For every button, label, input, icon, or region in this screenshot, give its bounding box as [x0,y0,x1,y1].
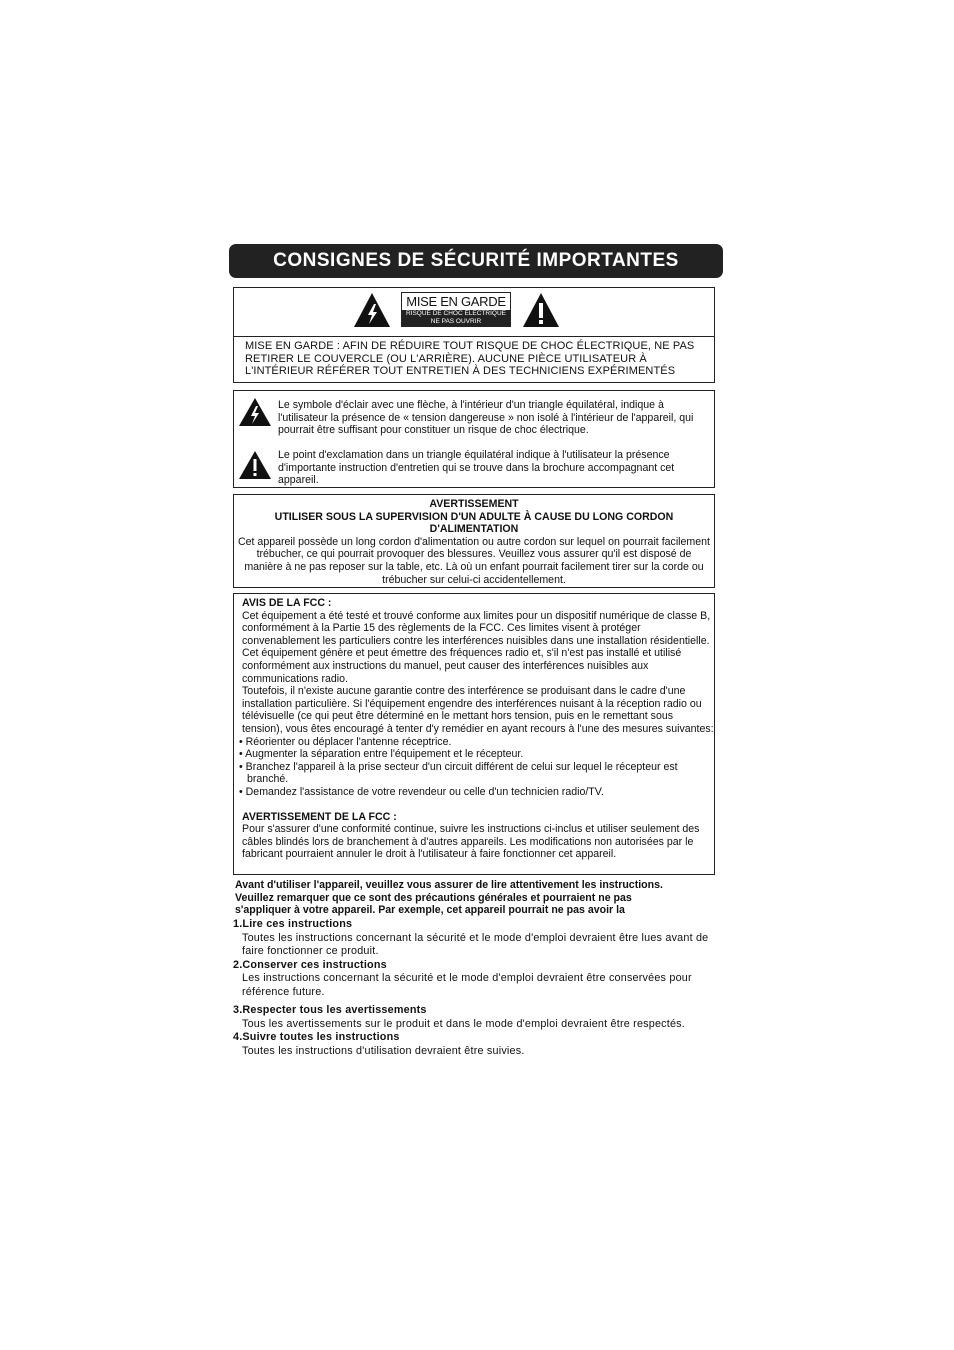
fcc-para1: Cet équipement a été testé et trouvé conforme aux limites pour un dispositif numérique de classe B, conformément à la Partie 15 des règlements de la FCC. Ces limites visent à protéger convenablement les particuliers contre les interférences nuisibles dans une installation résidentielle. Cet équipement génère et peut émettre des fréquences radio et, s'il n'est pas installé et utilisé conformément aux instructions du manuel, peut causer des interférences nuisibles aux communications radio. [242,609,711,685]
fcc-title: AVIS DE LA FCC : [242,597,332,609]
fcc-warning-title: AVERTISSEMENT DE LA FCC : [242,810,397,823]
exclamation-warning-icon [522,292,560,328]
caution-text: MISE EN GARDE : AFIN DE RÉDUIRE TOUT RISQUE DE CHOC ÉLECTRIQUE, NE PAS RETIRER LE COUVERCLE (OU L'ARRIÈRE). AUCUNE PIÈCE UTILISATEUR À L'INTÉRIEUR RÉFÉRER TOUT ENTRETIEN À DES TECHNICIENS EXPÉRIMENTÉS [245,340,695,378]
exclamation-symbol-icon [238,450,272,480]
fcc-para2: Toutefois, il n'existe aucune garantie contre des interférence se produisant dans le cadre d'une installation particulière. Si l'équipement engendre des interférences nuisant à la réception radio ou télévisuelle (ce qui peut être déterminé en le mettant hors tension, puis en le remettant sous tension), vous êtes encouragé à tenter d'y remédier en ayant recours à l'une des mesures suivantes: [242,685,714,735]
intro-line-3: s'appliquer à votre appareil. Par exemple, cet appareil pourrait ne pas avoir la [235,904,625,916]
instruction-title: 3.Respecter tous les avertissements [233,1004,427,1016]
caution-label-line1: RISQUE DE CHOC ÉLECTRIQUE [405,310,507,317]
fcc-section [239,597,714,861]
instruction-text: Toutes les instructions d'utilisation devraient être suivies. [242,1044,525,1057]
caution-label [401,292,511,327]
instruction-title: 1.Lire ces instructions [233,918,353,930]
fcc-warning-text: Pour s'assurer d'une conformité continue, suivre les instructions ci-inclus et utiliser seulement des câbles blindés lors de branchement à d'autres appareils. Les modifications non autorisées par le fabricant pourraient annuler le droit à l'utilisateur à faire fonctionner cet appareil. [242,823,700,861]
intro-text [235,879,725,917]
fcc-bullet: • Réorienter ou déplacer l'antenne réceptrice. [239,735,452,748]
fcc-bullet: • Augmenter la séparation entre l'équipement et le récepteur. [239,748,524,761]
warning-subtitle: UTILISER SOUS LA SUPERVISION D'UN ADULTE À CAUSE DU LONG CORDON D'ALIMENTATION [274,510,674,536]
intro-line-1: Avant d'utiliser l'appareil, veuillez vous assurer de lire attentivement les instructions. [235,879,663,891]
fcc-bullet: • Demandez l'assistance de votre revendeur ou celle d'un technicien radio/TV. [239,785,604,798]
instruction-text: Les instructions concernant la sécurité et le mode d'emploi devraient être conservées pour référence future. [242,972,692,998]
lightning-warning-icon [353,292,391,328]
instruction-title: 4.Suivre toutes les instructions [233,1031,400,1043]
instructions-list [233,918,733,1058]
caution-label-line2: NE PAS OUVRIR [430,318,482,325]
instruction-title: 2.Conserver ces instructions [233,958,387,971]
warning-title: AVERTISSEMENT [429,498,519,510]
caution-label-title: MISE EN GARDE [406,294,506,309]
lightning-symbol-text: Le symbole d'éclair avec une flèche, à l'intérieur d'un triangle équilatéral, indique à l'utilisateur la présence de « tension dangereuse » non isolé à l'intérieur de l'appareil, qui pourrait être suffisant pour constituer un risque de choc électrique. [278,399,694,437]
warning-section [238,498,710,586]
fcc-bullet: • Branchez l'appareil à la prise secteur d'un circuit différent de celui sur lequel le récepteur est branché. [239,760,678,786]
intro-line-2: Veuillez remarquer que ce sont des précautions générales et pourraient ne pas [235,891,632,904]
instruction-text: Toutes les instructions concernant la sécurité et le mode d'emploi devraient être lues avant de faire fonctionner ce produit. [242,931,709,957]
lightning-symbol-icon [238,397,272,427]
warning-text: Cet appareil possède un long cordon d'alimentation ou autre cordon sur lequel on pourrait facilement trébucher, ce qui pourrait provoquer des blessures. Veuillez vous assurer qu'il est disposé de manière à ne pas reposer sur la table, etc. Là où un enfant pourrait facilement tirer sur la corde ou trébucher sur celui-ci accidentellement. [238,535,710,586]
page-title: CONSIGNES DE SÉCURITÉ IMPORTANTES [229,244,723,278]
exclamation-symbol-text: Le point d'exclamation dans un triangle équilatéral indique à l'utilisateur la présence d'importante instruction d'entretien qui se trouve dans la brochure accompagnant cet appareil. [278,449,675,487]
instruction-text: Tous les avertissements sur le produit et dans le mode d'emploi devraient être respectés. [242,1017,685,1030]
